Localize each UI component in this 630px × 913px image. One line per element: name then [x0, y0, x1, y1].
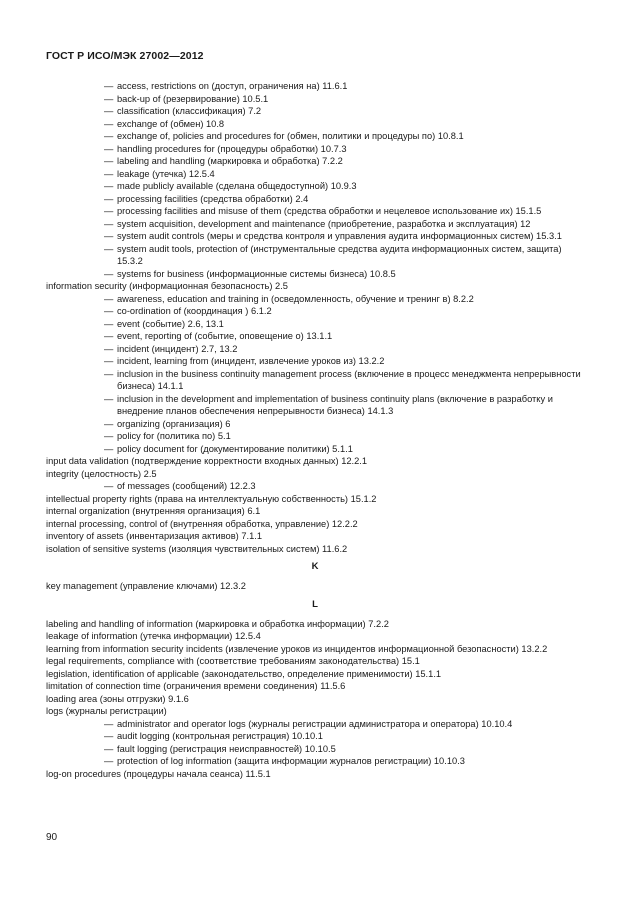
entry-text: input data validation (подтверждение корректности входных данных) 12.2.1 [46, 456, 368, 466]
index-subentry [46, 93, 584, 106]
subentry-dash: — [104, 131, 114, 141]
entry-text: learning from information security incidents (извлечение уроков из инцидентов информационной безопасности) 13.2.2 [46, 643, 548, 654]
index-subentry [46, 743, 584, 756]
subentry-dash: — [104, 393, 114, 404]
index-subentry [46, 168, 584, 181]
entry-text: system audit tools, protection of (инструментальные средства аудита информационных систем, защита) 15.3.2 [117, 243, 562, 266]
index-subentry [46, 730, 584, 743]
entry-text: handling procedures for (процедуры обработки) 10.7.3 [117, 143, 347, 154]
entry-text: organizing (организация) 6 [117, 418, 231, 429]
index-subentry [46, 755, 584, 768]
entry-text: exchange of, policies and procedures for (обмен, политики и процедуры по) 10.8.1 [117, 131, 464, 141]
subentry-dash: — [104, 356, 114, 366]
subentry-dash: — [104, 268, 114, 279]
index-subentry [46, 130, 584, 143]
entry-text: co-ordination of (координация ) 6.1.2 [117, 306, 272, 316]
entry-text: leakage (утечка) 12.5.4 [117, 168, 215, 179]
subentry-dash: — [104, 181, 114, 191]
index-entry [46, 493, 584, 506]
entry-text: isolation of sensitive systems (изоляция чувствительных систем) 11.6.2 [46, 543, 348, 554]
entry-text: legal requirements, compliance with (соответствие требованиям законодательства) 15.1 [46, 656, 420, 666]
index-entry [46, 280, 584, 293]
entry-text: event, reporting of (событие, оповещение о) 13.1.1 [117, 331, 333, 341]
entry-text: logs (журналы регистрации) [46, 706, 167, 716]
entry-text: inclusion in the development and implementation of business continuity plans (включение в разработку и внедрение планов обеспечения непрерывности бизнеса) 14.1.3 [117, 393, 553, 416]
index-entry [46, 643, 584, 656]
subentry-dash: — [104, 718, 114, 729]
index-subentry [46, 443, 584, 456]
index-subentry [46, 343, 584, 356]
entry-text: awareness, education and training in (осведомленность, обучение и тренинг в) 8.2.2 [117, 293, 474, 304]
index-subentry [46, 218, 584, 231]
entry-text: audit logging (контрольная регистрация) 10.10.1 [117, 731, 323, 741]
index-subentry [46, 293, 584, 306]
entry-text: system audit controls (меры и средства контроля и управления аудита информационных систем) 15.3.1 [117, 231, 562, 241]
subentry-dash: — [104, 93, 114, 104]
entry-text: system acquisition, development and maintenance (приобретение, разработка и эксплуатация) 12 [117, 218, 531, 229]
index-entry [46, 518, 584, 531]
subentry-dash: — [104, 731, 114, 741]
entry-text: leakage of information (утечка информации) 12.5.4 [46, 631, 261, 641]
index-entry [46, 668, 584, 681]
subentry-dash: — [104, 418, 114, 429]
subentry-dash: — [104, 368, 114, 379]
entry-text: fault logging (регистрация неисправностей) 10.10.5 [117, 743, 336, 754]
index-entry [46, 455, 584, 468]
subentry-dash: — [104, 106, 114, 116]
index-subentry [46, 330, 584, 343]
entry-text: log-on procedures (процедуры начала сеанса) 11.5.1 [46, 768, 271, 779]
subentry-dash: — [104, 156, 114, 166]
index-subentry [46, 393, 584, 418]
index-entry [46, 693, 584, 706]
index-subentry [46, 368, 584, 393]
subentry-dash: — [104, 481, 114, 491]
index-subentry [46, 355, 584, 368]
entry-text: policy document for (документирование политики) 5.1.1 [117, 443, 353, 454]
index-subentry [46, 155, 584, 168]
subentry-dash: — [104, 118, 114, 129]
subentry-dash: — [104, 206, 114, 216]
index-subentry [46, 193, 584, 206]
entry-text: internal organization (внутренняя организация) 6.1 [46, 506, 261, 516]
index-subentry [46, 118, 584, 131]
index-content [46, 80, 584, 780]
entry-text: made publicly available (сделана общедоступной) 10.9.3 [117, 181, 357, 191]
entry-text: of messages (сообщений) 12.2.3 [117, 481, 256, 491]
index-subentry [46, 718, 584, 731]
index-subentry [46, 230, 584, 243]
document-header: ГОСТ Р ИСО/МЭК 27002—2012 [46, 50, 204, 62]
index-subentry [46, 143, 584, 156]
subentry-dash: — [104, 431, 114, 441]
entry-text: labeling and handling (маркировка и обработка) 7.2.2 [117, 156, 343, 166]
index-entry [46, 680, 584, 693]
entry-text: incident (инцидент) 2.7, 13.2 [117, 343, 238, 354]
index-subentry [46, 105, 584, 118]
entry-text: event (событие) 2.6, 13.1 [117, 318, 224, 329]
index-entry [46, 543, 584, 556]
index-entry [46, 618, 584, 631]
index-entry [46, 655, 584, 668]
index-entry [46, 705, 584, 718]
index-subentry [46, 268, 584, 281]
entry-text: protection of log information (защита информации журналов регистрации) 10.10.3 [117, 756, 465, 766]
entry-text: legislation, identification of applicable (законодательство, определение применимости) 15.1.1 [46, 668, 442, 679]
entry-text: inclusion in the business continuity management process (включение в процесс менеджмента непрерывности бизнеса) 14.1.1 [117, 368, 581, 391]
index-letter-heading: L [312, 598, 318, 610]
subentry-dash: — [104, 81, 114, 91]
subentry-dash: — [104, 243, 114, 254]
subentry-dash: — [104, 743, 114, 754]
index-entry [46, 530, 584, 543]
entry-text: labeling and handling of information (маркировка и обработка информации) 7.2.2 [46, 618, 389, 629]
index-entry [46, 468, 584, 481]
subentry-dash: — [104, 143, 114, 154]
page-number: 90 [46, 832, 58, 843]
index-entry [46, 505, 584, 518]
entry-text: information security (информационная безопасность) 2.5 [46, 281, 288, 291]
index-subentry [46, 205, 584, 218]
subentry-dash: — [104, 318, 114, 329]
index-subentry [46, 180, 584, 193]
subentry-dash: — [104, 218, 114, 229]
index-subentry [46, 80, 584, 93]
index-subentry [46, 318, 584, 331]
entry-text: systems for business (информационные системы бизнеса) 10.8.5 [117, 268, 396, 279]
entry-text: key management (управление ключами) 12.3.2 [46, 581, 246, 591]
index-letter-heading: K [311, 561, 319, 572]
index-entry [46, 768, 584, 781]
subentry-dash: — [104, 231, 114, 241]
entry-text: policy for (политика по) 5.1 [117, 431, 231, 441]
subentry-dash: — [104, 306, 114, 316]
subentry-dash: — [104, 193, 114, 204]
entry-text: internal processing, control of (внутренняя обработка, управление) 12.2.2 [46, 518, 358, 529]
index-subentry [46, 480, 584, 493]
subentry-dash: — [104, 168, 114, 179]
index-subentry [46, 305, 584, 318]
index-subentry [46, 418, 584, 431]
index-entry [46, 580, 584, 593]
entry-text: intellectual property rights (права на интеллектуальную собственность) 15.1.2 [46, 493, 377, 504]
subentry-dash: — [104, 331, 114, 341]
entry-text: limitation of connection time (ограничения времени соединения) 11.5.6 [46, 681, 346, 691]
entry-text: classification (классификация) 7.2 [117, 106, 262, 116]
entry-text: loading area (зоны отгрузки) 9.1.6 [46, 693, 189, 704]
entry-text: exchange of (обмен) 10.8 [117, 118, 225, 129]
subentry-dash: — [104, 293, 114, 304]
entry-text: processing facilities and misuse of them (средства обработки и нецелевое использование их) 15.1.5 [117, 206, 542, 216]
entry-text: inventory of assets (инвентаризация активов) 7.1.1 [46, 531, 263, 541]
subentry-dash: — [104, 756, 114, 766]
subentry-dash: — [104, 443, 114, 454]
entry-text: incident, learning from (инцидент, извлечение уроков из) 13.2.2 [117, 356, 385, 366]
entry-text: access, restrictions on (доступ, ограничения на) 11.6.1 [117, 81, 348, 91]
subentry-dash: — [104, 343, 114, 354]
entry-text: processing facilities (средства обработки) 2.4 [117, 193, 309, 204]
index-entry [46, 630, 584, 643]
entry-text: administrator and operator logs (журналы регистрации администратора и оператора) 10.10.4 [117, 718, 513, 729]
entry-text: back-up of (резервирование) 10.5.1 [117, 93, 269, 104]
entry-text: integrity (целостность) 2.5 [46, 468, 157, 479]
index-subentry [46, 243, 584, 268]
index-subentry [46, 430, 584, 443]
